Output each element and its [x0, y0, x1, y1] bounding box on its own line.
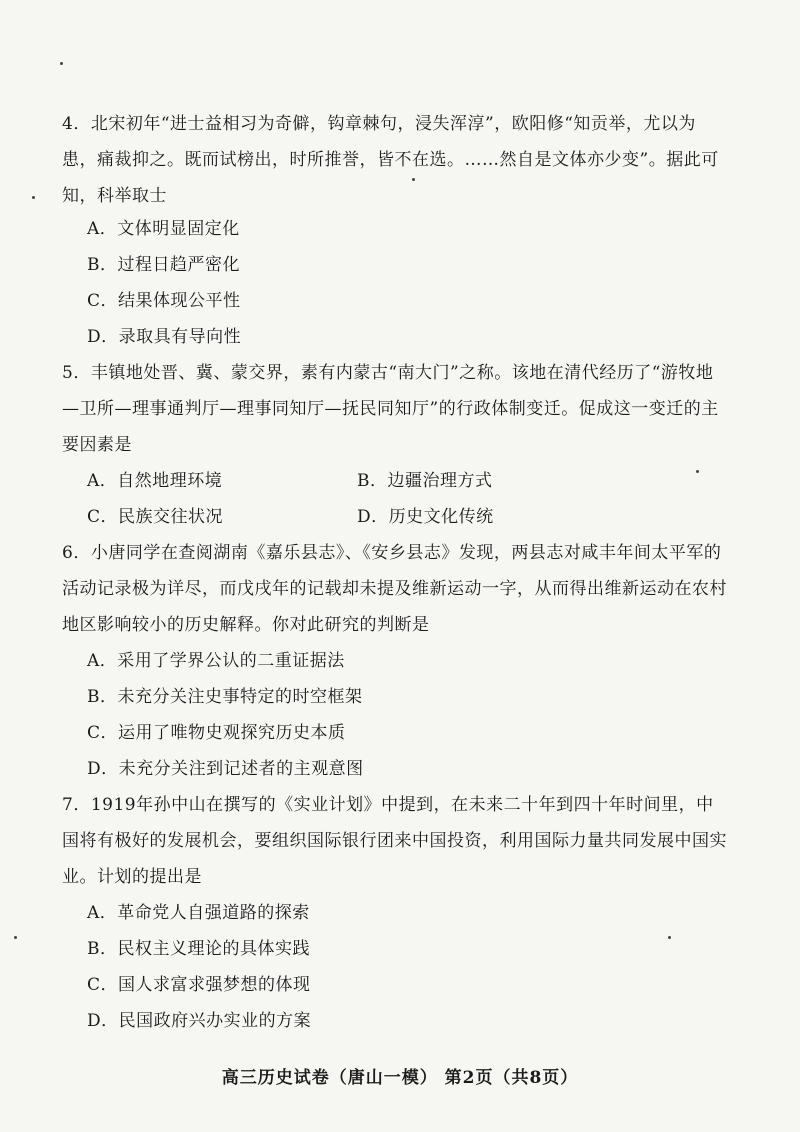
question-5 — [62, 355, 730, 463]
question-4-option-c: C．结果体现公平性 — [87, 291, 241, 311]
question-7-option-d: D．民国政府兴办实业的方案 — [87, 1011, 312, 1031]
question-7 — [62, 787, 730, 895]
question-6 — [62, 535, 730, 643]
question-4 — [62, 106, 730, 214]
question-5-option-c: C．民族交往状况 — [87, 507, 224, 527]
scan-speck — [668, 936, 671, 939]
question-6-option-b: B．未充分关注史事特定的时空框架 — [87, 687, 363, 707]
question-7-option-a: A．革命党人自强道路的探索 — [87, 903, 310, 923]
scan-speck — [696, 470, 699, 473]
scan-speck — [60, 62, 63, 65]
question-4-option-b: B．过程日趋严密化 — [87, 255, 240, 275]
question-6-option-a: A．采用了学界公认的二重证据法 — [87, 651, 345, 671]
question-4-stem: 4．北宋初年“进士益相习为奇僻，钩章棘句，浸失浑淳”，欧阳修“知贡举，尤以为患，痛裁抑之。既而试榜出，时所推誉，皆不在选。……然自是文体亦少变”。据此可知，科举取士 — [62, 114, 719, 206]
scan-speck — [412, 178, 415, 181]
question-6-option-d: D．未充分关注到记述者的主观意图 — [87, 759, 364, 779]
question-5-option-b: B．边疆治理方式 — [357, 471, 493, 491]
page-footer: 高三历史试卷（唐山一模） 第2页（共8页） — [221, 1068, 579, 1088]
question-4-option-d: D．录取具有导向性 — [87, 327, 242, 347]
question-5-stem: 5．丰镇地处晋、冀、蒙交界，素有内蒙古“南大门”之称。该地在清代经历了“游牧地—卫所—理事通判厅—理事同知厅—抚民同知厅”的行政体制变迁。促成这一变迁的主要因素是 — [62, 363, 719, 455]
question-5-option-a: A．自然地理环境 — [87, 471, 223, 491]
question-6-stem: 6．小唐同学在查阅湖南《嘉乐县志》、《安乡县志》发现，两县志对咸丰年间太平军的活动记录极为详尽，而戊戌年的记载却未提及维新运动一字，从而得出维新运动在农村地区影响较小的历史解释。你对此研究的判断是 — [62, 543, 727, 635]
question-7-stem: 7．1919年孙中山在撰写的《实业计划》中提到，在未来二十年到四十年时间里，中国将有极好的发展机会，要组织国际银行团来中国投资，利用国际力量共同发展中国实业。计划的提出是 — [62, 795, 727, 887]
scan-speck — [32, 196, 35, 199]
question-4-option-a: A．文体明显固定化 — [87, 219, 240, 239]
question-5-option-d: D．历史文化传统 — [357, 507, 494, 527]
question-7-option-b: B．民权主义理论的具体实践 — [87, 939, 310, 959]
question-6-option-c: C．运用了唯物史观探究历史本质 — [87, 723, 346, 743]
scan-speck — [14, 936, 17, 939]
question-7-option-c: C．国人求富求强梦想的体现 — [87, 975, 311, 995]
